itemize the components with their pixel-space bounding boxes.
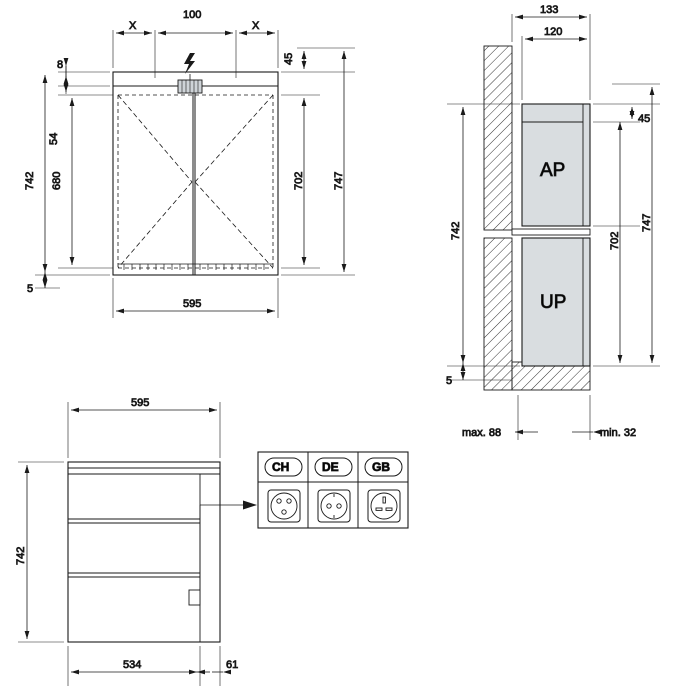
dim-front-8: 8 — [57, 59, 64, 71]
front-view — [24, 9, 355, 318]
dim-front-702: 702 — [293, 171, 305, 190]
dim-side-742: 742 — [15, 546, 27, 565]
dim-side-595: 595 — [131, 397, 150, 409]
socket-label-de: DE — [322, 460, 339, 474]
dim-front-top-width: 100 — [183, 9, 202, 21]
dim-section-120: 120 — [544, 26, 563, 38]
dim-section-747: 747 — [641, 213, 653, 232]
socket-option-de[interactable] — [315, 458, 352, 522]
dim-front-x-left: X — [129, 20, 137, 32]
dim-front-54: 54 — [48, 132, 60, 145]
dim-section-45: 45 — [638, 113, 651, 125]
dim-front-x-right: X — [252, 20, 260, 32]
dim-front-5: 5 — [27, 283, 34, 295]
socket-label-gb: GB — [372, 460, 390, 474]
dim-section-702: 702 — [609, 231, 621, 250]
side-view — [15, 397, 257, 686]
socket-options — [258, 452, 408, 528]
dim-front-45: 45 — [283, 52, 295, 65]
socket-option-ch[interactable] — [265, 458, 302, 522]
dim-section-min-32: min. 32 — [600, 427, 637, 439]
dim-front-742: 742 — [24, 171, 36, 190]
dim-section-133: 133 — [540, 4, 559, 16]
dim-front-680: 680 — [51, 171, 63, 190]
dim-side-61: 61 — [226, 659, 239, 671]
socket-option-gb[interactable] — [365, 458, 402, 522]
socket-ch-icon — [268, 490, 300, 522]
socket-gb-icon — [368, 490, 400, 522]
wall-section-view — [446, 4, 660, 440]
dim-section-5: 5 — [446, 375, 453, 387]
dim-section-max-88: max. 88 — [462, 427, 502, 439]
socket-label-ch: CH — [272, 460, 290, 474]
dim-side-534: 534 — [123, 659, 142, 671]
dim-front-595: 595 — [183, 298, 202, 310]
label-ap: AP — [540, 160, 566, 181]
dim-front-747: 747 — [333, 171, 345, 190]
label-up: UP — [540, 292, 567, 313]
socket-de-icon — [318, 490, 350, 522]
dim-section-742: 742 — [450, 221, 462, 240]
